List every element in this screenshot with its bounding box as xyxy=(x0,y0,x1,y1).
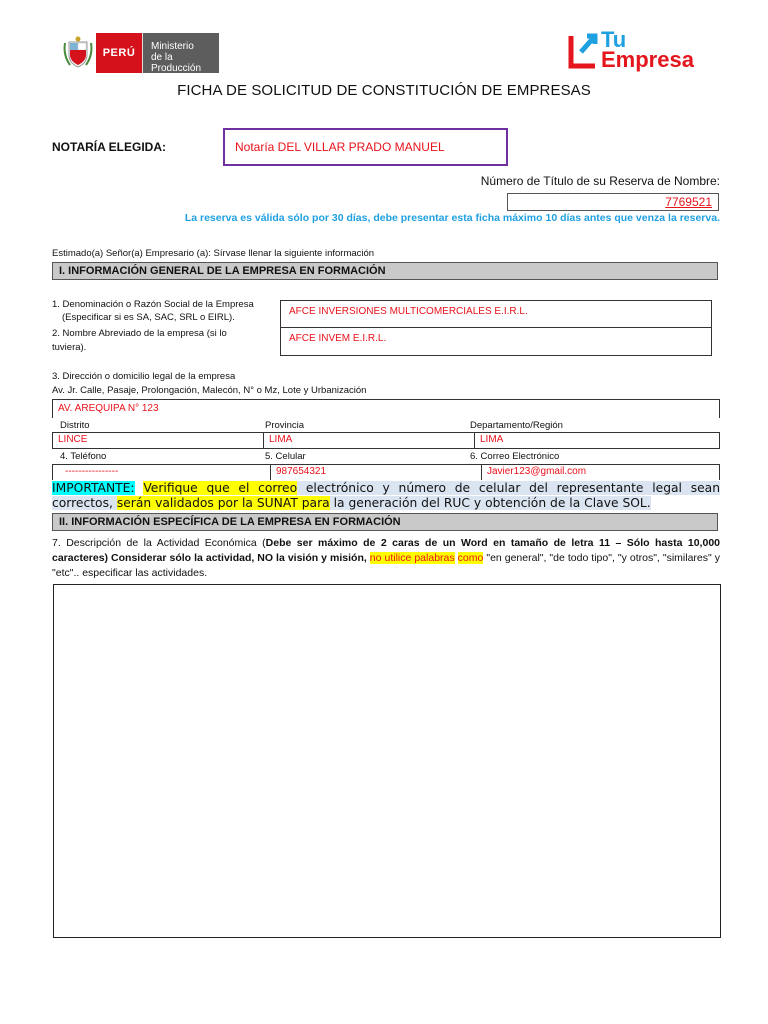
important-notice xyxy=(52,481,720,511)
gov-peru-label: PERÚ xyxy=(96,33,142,73)
reservation-label: Número de Título de su Reserva de Nombre: xyxy=(480,174,720,188)
cell-label: 5. Celular xyxy=(265,451,306,462)
important-tag: IMPORTANTE: xyxy=(52,481,135,495)
company-names-box xyxy=(280,300,712,356)
brand-empresa: Empresa xyxy=(601,47,694,72)
department-field[interactable]: LIMA xyxy=(480,434,504,445)
denomination-label xyxy=(52,298,272,324)
district-label: Distrito xyxy=(60,420,90,431)
location-values-row xyxy=(52,432,720,449)
district-field[interactable]: LINCE xyxy=(53,433,264,448)
phone-label: 4. Teléfono xyxy=(60,451,107,462)
tu-empresa-mark-icon xyxy=(567,30,601,70)
notary-field[interactable]: Notaría DEL VILLAR PRADO MANUEL xyxy=(223,128,508,166)
abbrev-value: AFCE INVEM E.I.R.L. xyxy=(289,333,387,344)
section-2-header: II. INFORMACIÓN ESPECÍFICA DE LA EMPRESA EN FORMACIÓN xyxy=(52,513,718,531)
important-part2: electrónico y número de celular del representante legal sean xyxy=(297,481,720,495)
contact-values-row xyxy=(52,464,720,480)
department-label: Departamento/Región xyxy=(470,420,563,431)
address-field[interactable] xyxy=(52,399,720,418)
reservation-note: La reserva es válida sólo por 30 días, debe presentar esta ficha máximo 10 días antes que venza la reserva. xyxy=(184,212,720,224)
desc-highlight-1: no utilice palabras xyxy=(369,552,455,564)
tu-empresa-wordmark xyxy=(601,27,694,72)
address-label: 3. Dirección o domicilio legal de la empresa xyxy=(52,371,236,382)
cell-field[interactable]: 987654321 xyxy=(271,465,482,480)
important-part3: correctos, xyxy=(52,496,117,510)
province-field[interactable]: LIMA xyxy=(264,433,475,448)
notary-label: NOTARÍA ELEGIDA: xyxy=(52,140,166,154)
gov-ministry-label xyxy=(142,33,219,73)
section-1-header: I. INFORMACIÓN GENERAL DE LA EMPRESA EN FORMACIÓN xyxy=(52,262,718,280)
province-label: Provincia xyxy=(265,420,305,431)
desc-bold: Debe ser máximo de 2 caras de un Word en tamaño de letra 11 – Sólo hasta 10,000 caracteres) Considerar sólo la actividad, NO la visión y misión, xyxy=(52,537,720,564)
email-field[interactable]: Javier123@gmail.com xyxy=(487,466,587,477)
address-value: AV. AREQUIPA N° 123 xyxy=(58,403,159,414)
email-label: 6. Correo Electrónico xyxy=(470,451,560,462)
page-title: FICHA DE SOLICITUD DE CONSTITUCIÓN DE EMPRESAS xyxy=(177,82,591,99)
peru-coat-of-arms-icon xyxy=(60,33,96,73)
tu-empresa-logo xyxy=(567,28,712,74)
location-labels-row xyxy=(52,418,720,432)
denomination-field[interactable] xyxy=(281,301,711,328)
denomination-value: AFCE INVERSIONES MULTICOMERCIALES E.I.R.L. xyxy=(289,306,528,317)
brand-tu: Tu xyxy=(601,27,627,52)
activity-description-textarea[interactable] xyxy=(53,584,721,938)
reservation-number-value: 7769521 xyxy=(665,195,712,209)
gov-ministry-line2: de la Producción xyxy=(151,52,202,74)
activity-description-label xyxy=(52,536,720,581)
abbrev-label-line2: tuviera). xyxy=(52,342,87,353)
desc-highlight-2: como xyxy=(457,552,484,564)
abbrev-field[interactable] xyxy=(281,328,711,355)
important-part4: serán validados por la SUNAT para xyxy=(116,496,330,510)
contact-labels-row xyxy=(52,449,720,464)
phone-field[interactable]: ---------------- xyxy=(53,465,271,480)
greeting-text: Estimado(a) Señor(a) Empresario (a): Sírvase llenar la siguiente información xyxy=(52,248,375,259)
important-part1: Verifique que el correo xyxy=(143,481,298,495)
abbrev-label-line1: 2. Nombre Abreviado de la empresa (si lo xyxy=(52,328,227,339)
ministry-logo xyxy=(60,33,233,73)
address-sublabel: Av. Jr. Calle, Pasaje, Prolongación, Malecón, N° o Mz, Lote y Urbanización xyxy=(52,385,367,396)
address-table xyxy=(52,399,720,480)
important-part5: la generación del RUC y obtención de la Clave SOL. xyxy=(329,496,651,510)
desc-part2: "en general", "de todo tipo", "y otros", "similares" y "etc".. especificar las actividades. xyxy=(52,552,720,579)
reservation-number-field[interactable] xyxy=(507,193,719,211)
abbrev-label xyxy=(52,327,273,355)
desc-part1: 7. Descripción de la Actividad Económica ( xyxy=(52,537,266,549)
gov-ministry-line1: Ministerio xyxy=(151,41,194,52)
denomination-label-line2: (Especificar si es SA, SAC, SRL o EIRL). xyxy=(62,312,235,323)
denomination-label-line1: 1. Denominación o Razón Social de la Empresa xyxy=(52,299,254,310)
